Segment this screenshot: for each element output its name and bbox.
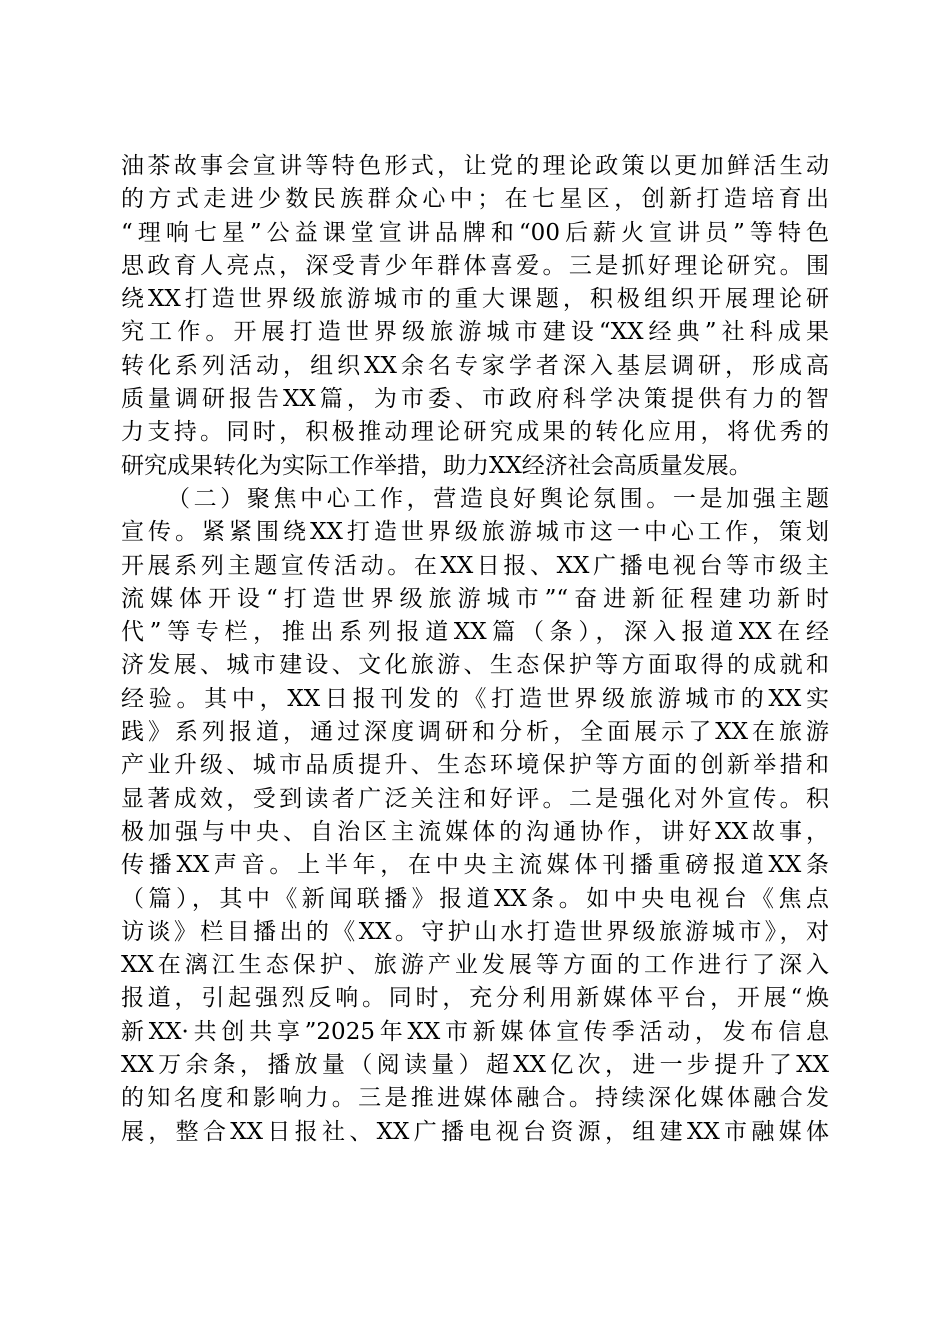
- text-line: 济发展、城市建设、文化旅游、生态保护等方面取得的成就和: [121, 652, 829, 679]
- text-line: 绕XX打造世界级旅游城市的重大课题，积极组织开展理论研: [121, 286, 829, 313]
- text-line: 思政育人亮点，深受青少年群体喜爱。三是抓好理论研究。围: [121, 252, 829, 279]
- text-line: 的知名度和影响力。三是推进媒体融合。持续深化媒体融合发: [121, 1085, 829, 1112]
- text-line: 传播XX声音。上半年，在中央主流媒体刊播重磅报道XX条: [121, 852, 829, 879]
- text-line: 究工作。开展打造世界级旅游城市建设“XX经典”社科成果: [121, 319, 829, 346]
- paragraph-end-line: 研究成果转化为实际工作举措，助力XX经济社会高质量发展。: [121, 452, 752, 479]
- text-line: 质量调研报告XX篇，为市委、市政府科学决策提供有力的智: [121, 386, 829, 413]
- text-line: 访谈》栏目播出的《XX。守护山水打造世界级旅游城市》，对: [121, 918, 829, 945]
- text-line: （篇），其中《新闻联播》报道XX条。如中央电视台《焦点: [121, 885, 829, 912]
- text-line: 践》系列报道，通过深度调研和分析，全面展示了XX在旅游: [121, 719, 829, 746]
- text-line: 代”等专栏，推出系列报道XX篇（条），深入报道XX在经: [121, 619, 829, 646]
- text-line: 转化系列活动，组织XX余名专家学者深入基层调研，形成高: [121, 352, 829, 379]
- text-line: 的方式走进少数民族群众心中；在七星区，创新打造培育出: [121, 186, 829, 213]
- text-line: 经验。其中，XX日报刊发的《打造世界级旅游城市的XX实: [121, 685, 829, 712]
- text-line: 极加强与中央、自治区主流媒体的沟通协作，讲好XX故事，: [121, 818, 829, 845]
- text-line: “理响七星”公益课堂宣讲品牌和“00后薪火宣讲员”等特色: [121, 219, 829, 246]
- section-heading-line: （二）聚焦中心工作，营造良好舆论氛围。一是加强主题: [167, 485, 829, 512]
- text-line: 新XX·共创共享”2025年XX市新媒体宣传季活动，发布信息: [121, 1018, 829, 1045]
- text-line: 报道，引起强烈反响。同时，充分利用新媒体平台，开展“焕: [121, 985, 829, 1012]
- text-line: 展，整合XX日报社、XX广播电视台资源，组建XX市融媒体: [121, 1118, 829, 1145]
- text-line: XX万余条，播放量（阅读量）超XX亿次，进一步提升了XX: [121, 1052, 829, 1079]
- text-line: 力支持。同时，积极推动理论研究成果的转化应用，将优秀的: [121, 419, 829, 446]
- text-line: XX在漓江生态保护、旅游产业发展等方面的工作进行了深入: [121, 952, 829, 979]
- body-text: [121, 150, 829, 1149]
- text-line: 产业升级、城市品质提升、生态环境保护等方面的创新举措和: [121, 752, 829, 779]
- text-line: 显著成效，受到读者广泛关注和好评。二是强化对外宣传。积: [121, 785, 829, 812]
- text-line: 油茶故事会宣讲等特色形式，让党的理论政策以更加鲜活生动: [121, 153, 829, 179]
- text-line: 流媒体开设“打造世界级旅游城市”“奋进新征程建功新时: [121, 585, 829, 612]
- text-line: 开展系列主题宣传活动。在XX日报、XX广播电视台等市级主: [121, 552, 829, 579]
- text-line: 宣传。紧紧围绕XX打造世界级旅游城市这一中心工作，策划: [121, 519, 829, 546]
